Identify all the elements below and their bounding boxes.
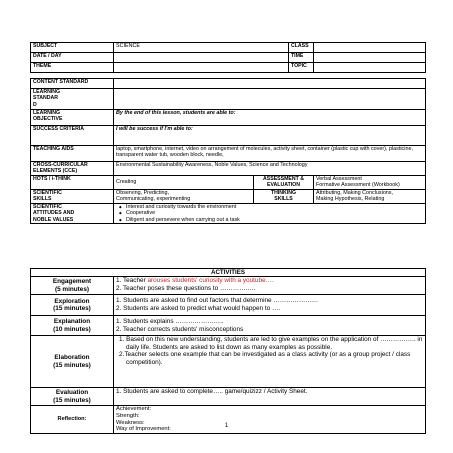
- reflection-achievement: Achievement:: [116, 406, 152, 412]
- reflection-improvement: Way of Improvement:: [116, 426, 171, 433]
- page-number: 1: [224, 423, 229, 429]
- learning-objective-label-line-2: OBJECTIVE: [33, 116, 63, 123]
- exploration-step-1: 1. Students are asked to find out factors that determine …………………: [116, 297, 319, 304]
- thinking-skills-line-2: Making Hypothesis, Relating: [316, 196, 385, 203]
- thinking-skills-label-line-2: SKILLS: [274, 196, 293, 203]
- explanation-duration: (10 minutes): [53, 325, 91, 333]
- lesson-plan-table: [30, 42, 426, 224]
- reflection-strength: Strength:: [116, 412, 140, 419]
- engagement-step-2: 2. Teacher poses these questions to ……………..: [116, 284, 256, 292]
- exploration-duration: (15 minutes): [53, 305, 91, 312]
- learning-objective-label: [31, 110, 114, 126]
- explanation-step-1: 1. Students explains …………………..: [116, 318, 224, 325]
- scientific-skills-line-2: Communicating, experimenting: [116, 196, 191, 203]
- evaluation-content: [114, 388, 426, 406]
- learning-standard-value: [114, 89, 426, 110]
- attitudes-value: [114, 204, 426, 224]
- class-value: [314, 43, 426, 53]
- theme-value: [114, 63, 289, 73]
- exploration-title: Exploration: [54, 297, 90, 305]
- content-standard-value: [114, 79, 426, 89]
- elaboration-title: Elaboration: [54, 354, 90, 361]
- elaboration-step-2: 2.Teacher selects one example that can be investigated as a class activity (or as a group project / class competition).: [119, 351, 411, 366]
- activities-table: [30, 268, 426, 434]
- assessment-label-line-2: EVALUATION: [267, 182, 300, 189]
- cce-label-line-2: ELEMENTS (CCE): [33, 168, 78, 175]
- hots-label: HOTS / i-THINK: [31, 176, 114, 190]
- reflection-content: [114, 406, 426, 434]
- scientific-skills-label-line-2: SKILLS: [33, 196, 52, 203]
- engagement-step-1-text: 1. Teacher: [116, 277, 148, 284]
- explanation-step-2: 2. Teacher corrects students' misconceptions: [116, 325, 244, 333]
- elaboration-step-1: 1. Based on this new understanding, students are led to give examples on the application of …………….. in daily life. Students are asked to list down as many examples as possible.: [119, 336, 423, 351]
- thinking-skills-value: [314, 190, 426, 204]
- evaluation-step-1: 1. Students are asked to complete….. game/quizizz / Activity Sheet.: [116, 388, 308, 395]
- time-value: [314, 53, 426, 63]
- attitudes-label-line-2: ATTITUDES AND: [33, 210, 75, 217]
- attitude-item: ◆ Diligent and persevere when carrying out a task: [126, 217, 423, 223]
- thinking-skills-label: [254, 190, 314, 204]
- attitudes-label: [31, 204, 114, 224]
- explanation-title: Explanation: [53, 318, 91, 325]
- elaboration-label: [31, 336, 114, 388]
- scientific-skills-value: [114, 190, 254, 204]
- cce-label: [31, 162, 114, 176]
- engagement-title: Engagement: [52, 278, 92, 285]
- exploration-content: [114, 295, 426, 316]
- scientific-skills-label-line-1: SCIENTIFIC: [33, 190, 62, 196]
- explanation-content: [114, 316, 426, 336]
- evaluation-duration: (15 minutes): [53, 396, 91, 404]
- topic-value: [314, 63, 426, 73]
- date-value: [114, 53, 289, 63]
- engagement-content: [114, 277, 426, 295]
- evaluation-title: Evaluation: [55, 389, 89, 396]
- engagement-step-1-highlight: arouses students' curiosity with a youtube….: [147, 277, 274, 284]
- learning-standard-label-line-3: D: [33, 101, 37, 108]
- assessment-item-formative: Formative Assessment (Workbook): [316, 182, 400, 189]
- success-criteria-text: I will be success if I'm able to:: [114, 126, 426, 146]
- success-criteria-label: SUCCESS CRITERIA: [31, 126, 114, 146]
- reflection-label: Reflection:: [31, 406, 114, 434]
- class-label: CLASS: [289, 43, 314, 53]
- attitude-item: ◆ Cooperative: [126, 210, 423, 216]
- cce-text: Environmental Sustainability Awareness, Noble Values, Science and Technology: [114, 162, 426, 176]
- attitudes-list: [116, 204, 423, 223]
- content-standard-label: CONTENT STANDARD: [31, 79, 114, 89]
- scientific-skills-label: [31, 190, 114, 204]
- teaching-aids-text: laptop, smartphone, internet, video on arrangement of molecules, activity sheet, container (plastic cup with cover), plasticine, transparent water tub, wooden block, needle,: [114, 146, 426, 162]
- engagement-duration: (5 minutes): [54, 285, 90, 293]
- topic-label: TOPIC: [289, 63, 314, 73]
- date-label: DATE / DAY: [31, 53, 114, 63]
- elaboration-content: [114, 336, 426, 388]
- thinking-skills-label-line-1: THINKING: [270, 190, 297, 196]
- learning-objective-label-line-1: LEARNING: [33, 110, 61, 116]
- activities-heading: ACTIVITIES: [31, 269, 426, 277]
- learning-standard-label: [31, 89, 114, 110]
- time-label: TIME: [289, 53, 314, 63]
- engagement-step-1: [116, 277, 423, 285]
- subject-value: SCIENCE: [114, 43, 289, 53]
- learning-objective-text: By the end of this lesson, students are able to:: [114, 110, 426, 126]
- cce-label-line-1: CROSS-CURRICULAR: [33, 162, 88, 168]
- subject-label: SUBJECT: [31, 43, 114, 53]
- explanation-label: [31, 316, 114, 336]
- engagement-label: [31, 277, 114, 295]
- theme-label: THEME: [31, 63, 114, 73]
- assessment-value: [314, 176, 426, 190]
- scientific-skills-line-1: Observing, Predicting,: [116, 190, 170, 196]
- teaching-aids-label: TEACHING AIDS: [31, 146, 114, 162]
- assessment-label-line-1: ASSESSMENT &: [263, 176, 304, 182]
- elaboration-duration: (15 minutes): [53, 361, 91, 369]
- learning-standard-label-line-1: LEARNING: [33, 89, 61, 95]
- thinking-skills-line-1: Attributing, Making Conclusions,: [316, 190, 394, 196]
- exploration-label: [31, 295, 114, 316]
- evaluation-label: [31, 388, 114, 406]
- assessment-label: [254, 176, 314, 190]
- assessment-item-verbal: Verbal Assessment: [316, 176, 362, 182]
- exploration-step-2: 2. Students are asked to predict what would happen to ….: [116, 304, 281, 312]
- learning-standard-label-line-2: STANDAR: [33, 95, 58, 102]
- attitude-item: ◆ Interest and curiosity towards the environment: [126, 204, 423, 210]
- reflection-weakness: Weakness:: [116, 419, 145, 426]
- attitudes-label-line-1: SCIENTIFIC: [33, 204, 62, 210]
- attitudes-label-line-3: NOBLE VALUES: [33, 216, 74, 223]
- hots-value: Creating: [114, 176, 254, 190]
